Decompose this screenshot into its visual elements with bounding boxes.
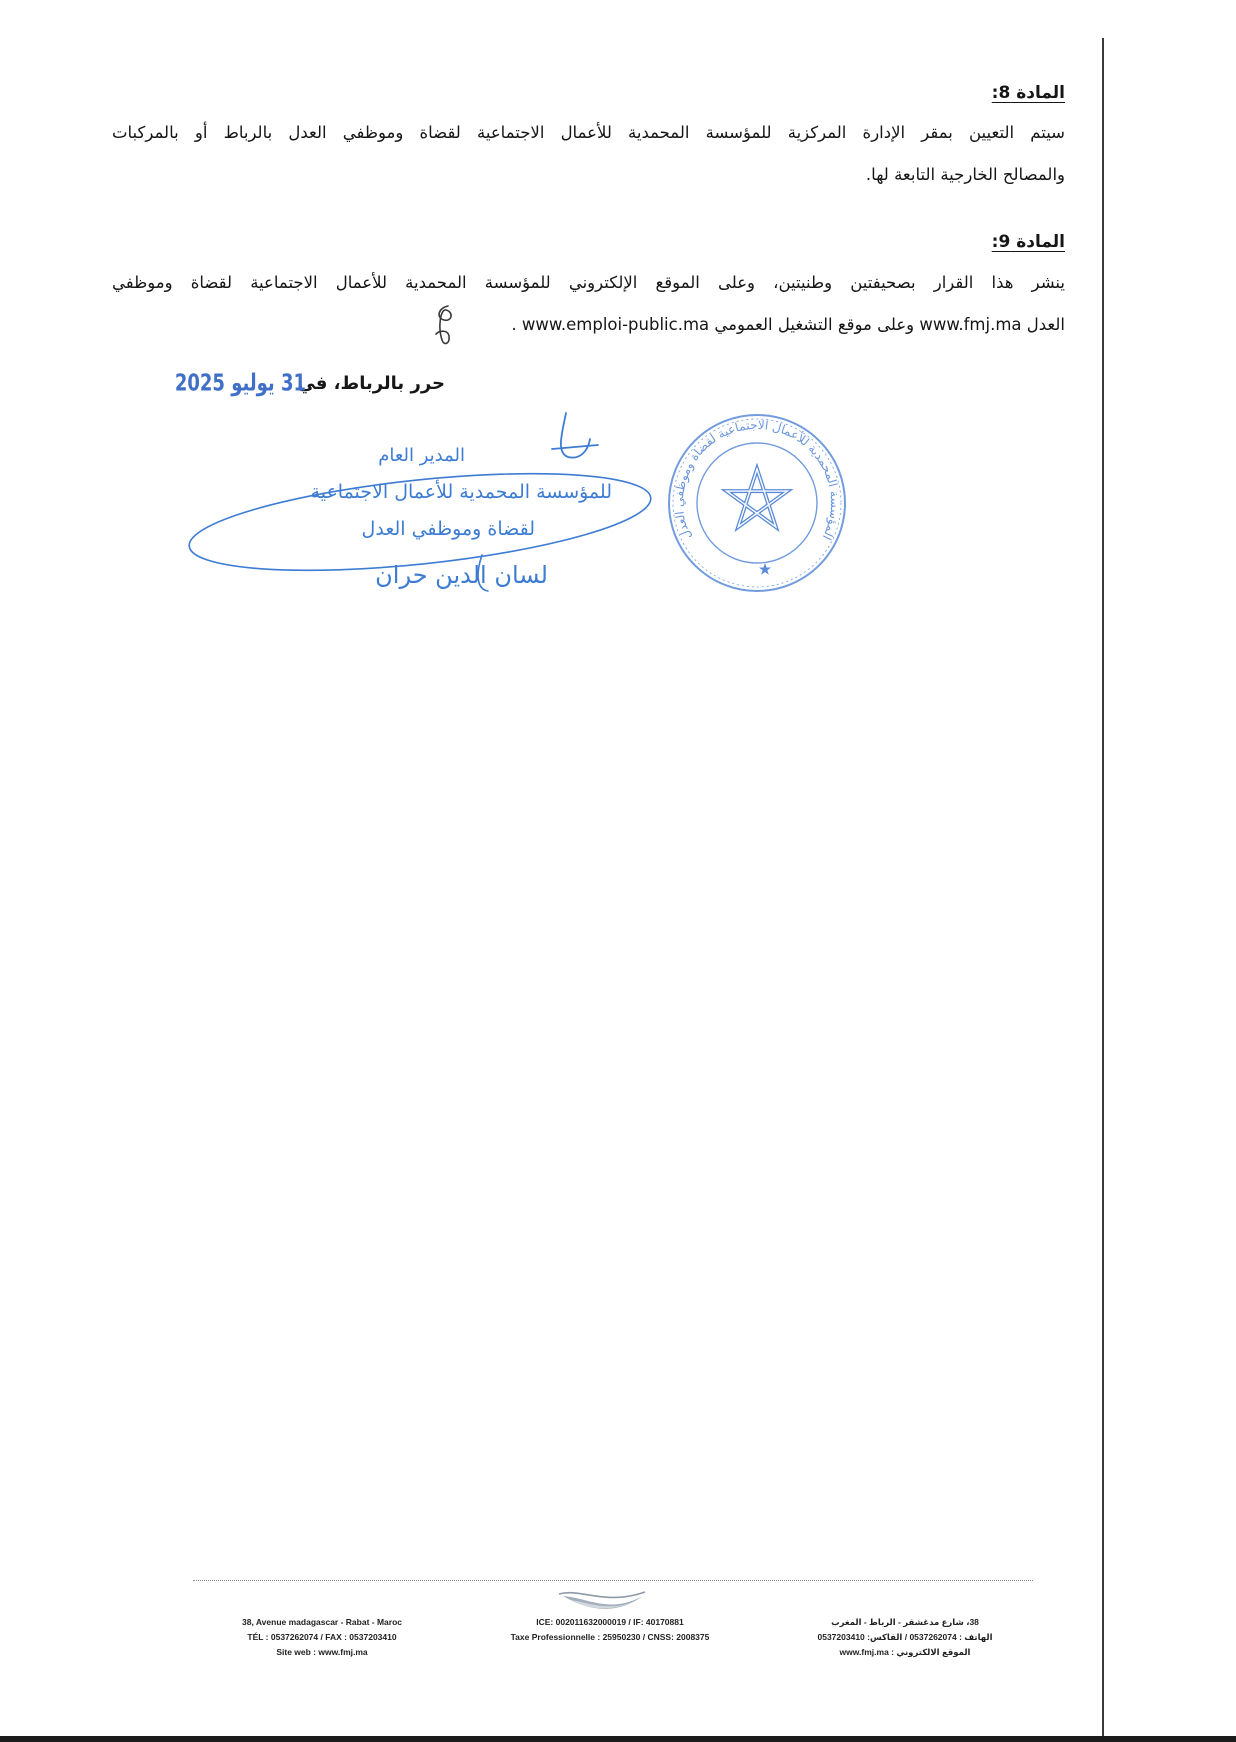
footer-left-line-1: 38, Avenue madagascar - Rabat - Maroc (242, 1617, 402, 1627)
footer-registration (460, 1615, 760, 1645)
document-body (112, 78, 1065, 346)
footer-address-fr (192, 1615, 452, 1660)
article-9-heading: المادة 9: (991, 232, 1065, 252)
footer-left-line-2: TÉL : 0537262074 / FAX : 0537203410 (247, 1632, 397, 1642)
scan-bottom-edge (0, 1736, 1236, 1742)
footer-center-line-2: Taxe Professionnelle : 25950230 / CNSS: 2008375 (510, 1632, 710, 1642)
footer-left-line-3: Site web : www.fmj.ma (276, 1647, 368, 1657)
signatory-institution: للمؤسسة المحمدية للأعمال الاجتماعية (310, 481, 612, 503)
article-9-line-2: العدل www.fmj.ma وعلى موقع التشغيل العمومي www.emploi-public.ma . (511, 315, 1065, 334)
footer-divider (193, 1580, 1033, 1581)
footer-center-line-1: ICE: 002011632000019 / IF: 40170881 (536, 1617, 684, 1627)
paraph-initials (428, 300, 464, 350)
small-star-icon (759, 563, 771, 575)
star-icon (727, 469, 788, 527)
seal-text: المؤسسة المحمدية للأعمال الاجتماعية لقضاة وموظفي العدل (671, 417, 843, 543)
article-8-heading: المادة 8: (991, 83, 1065, 103)
signatory-name: لسان الدين حران (375, 561, 548, 589)
article-8-line-2: والمصالح الخارجية التابعة لها. (865, 165, 1065, 184)
footer-right-line-1: 38، شارع مدغشقر - الرباط - المغرب (831, 1617, 979, 1627)
margin-rule (1102, 38, 1104, 1738)
footer-address-ar (790, 1615, 1020, 1660)
article-8-line-1: سيتم التعيين بمقر الإدارة المركزية للمؤسسة المحمدية للأعمال الاجتماعية لقضاة وموظفي العدل بالرباط أو بالمركبات (112, 123, 1065, 142)
signatory-institution-line-2: لقضاة وموظفي العدل (361, 518, 535, 540)
article-9-line-1: ينشر هذا القرار بصحيفتين وطنيتين، وعلى الموقع الإلكتروني للمؤسسة المحمدية للأعمال الاجتماعية لقضاة وموظفي (112, 273, 1065, 292)
institution-logo-icon (553, 1584, 649, 1616)
footer-right-line-3: الموقع الالكتروني : www.fmj.ma (839, 1647, 971, 1657)
dateline-label: حرر بالرباط، في (297, 373, 445, 394)
svg-text:المؤسسة المحمدية للأعمال الاجت (672, 418, 842, 542)
date-stamp: 31 يوليو 2025 (174, 369, 306, 397)
footer-right-line-2: الهاتف : 0537262074 / الفاكس: 0537203410 (817, 1632, 993, 1642)
official-seal (660, 405, 855, 600)
signatory-title: المدير العام (378, 445, 465, 466)
